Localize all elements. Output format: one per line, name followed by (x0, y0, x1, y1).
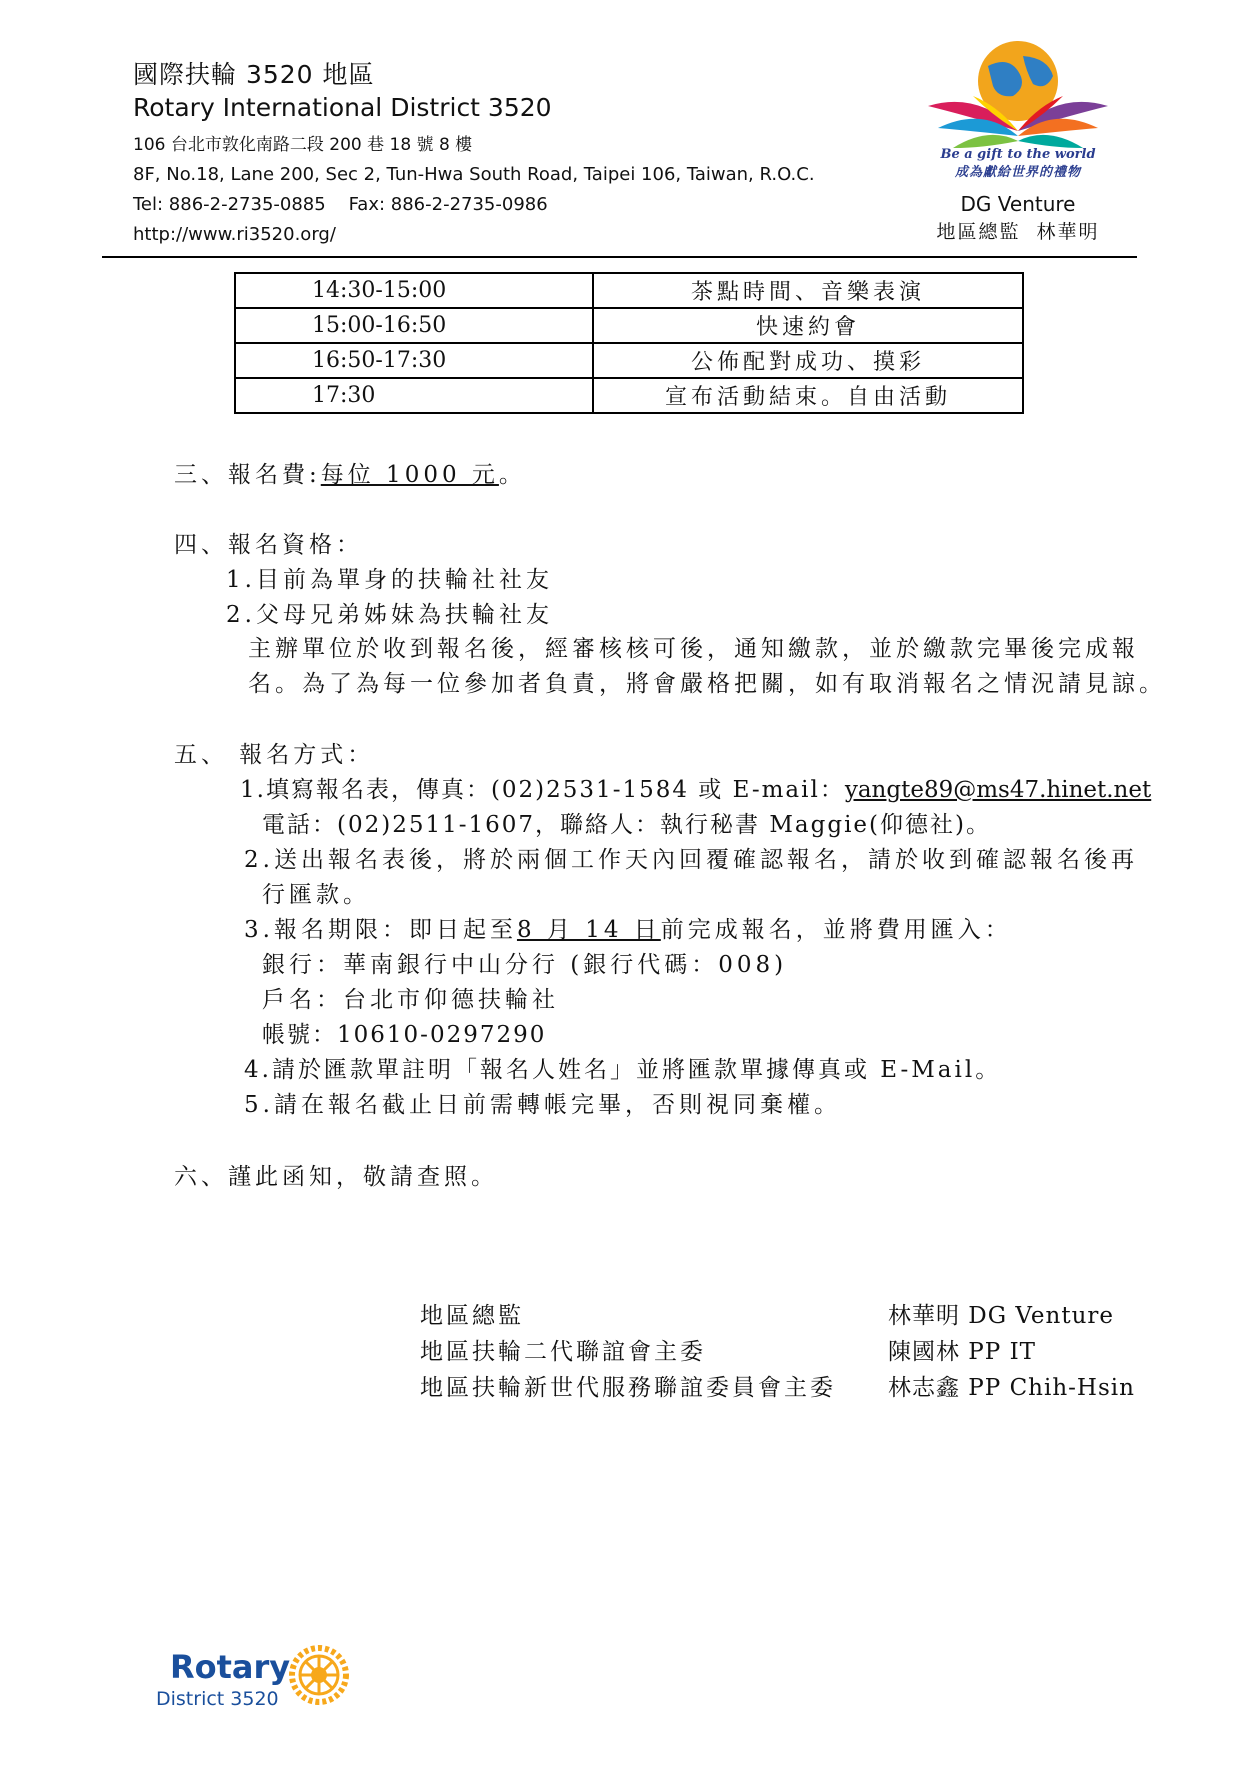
method-contact: 電話：(02)2511-1607，聯絡人：執行秘書 Maggie(仰德社)。 (262, 812, 991, 838)
dg-title: 地區總監 林華明 (936, 221, 1100, 243)
address-zh: 106 台北市敦化南路二段 200 巷 18 號 8 樓 (133, 135, 473, 155)
method-item-2-cont: 行匯款。 (262, 882, 370, 908)
signature-title: 地區扶輪新世代服務聯誼委員會主委 (420, 1375, 836, 1401)
section-eligibility-heading: 四、報名資格： (174, 532, 363, 558)
email-link[interactable]: yangte89@ms47.hinet.net (844, 777, 1152, 803)
rotary-wordmark: Rotary (170, 1648, 291, 1686)
activity-cell: 茶點時間、音樂表演 (593, 273, 1023, 308)
eligibility-item: 2.父母兄弟姊妹為扶輪社友 (226, 602, 553, 628)
deadline-date: 8 月 14 日 (516, 917, 661, 943)
header-divider (102, 256, 1137, 258)
closing-note: 六、謹此函知，敬請查照。 (174, 1164, 498, 1190)
fee-amount: 每位 1000 元 (320, 462, 499, 488)
signature-name: 林華明 DG Venture (888, 1303, 1115, 1329)
dg-name: DG Venture (960, 192, 1076, 216)
signature-titles (420, 1298, 836, 1406)
eligibility-item: 1.目前為單身的扶輪社社友 (226, 567, 553, 593)
tel-fax: Tel: 886-2-2735-0885 Fax: 886-2-2735-0986 (133, 194, 548, 215)
activity-cell: 公佈配對成功、摸彩 (593, 343, 1023, 378)
time-cell: 15:00-16:50 (235, 308, 593, 343)
schedule-table (234, 272, 1024, 414)
section-method-heading: 五、 報名方式： (174, 742, 375, 768)
district-name-zh: 國際扶輪 3520 地區 (133, 60, 375, 89)
signature-names (888, 1298, 1135, 1406)
rotary-district: District 3520 (156, 1688, 279, 1710)
time-cell: 14:30-15:00 (235, 273, 593, 308)
method-item-4: 4.請於匯款單註明「報名人姓名」並將匯款單據傳真或 E-Mail。 (244, 1057, 1002, 1083)
account-name: 戶名：台北市仰德扶輪社 (262, 987, 559, 1013)
rotary-wheel-icon (288, 1644, 350, 1706)
table-row (235, 378, 1023, 413)
eligibility-note: 名。為了為每一位參加者負責，將會嚴格把關，如有取消報名之情況請見諒。 (248, 671, 1166, 697)
address-en: 8F, No.18, Lane 200, Sec 2, Tun-Hwa South Road, Taipei 106, Taiwan, R.O.C. (133, 164, 815, 185)
activity-cell: 宣布活動結束。自由活動 (593, 378, 1023, 413)
method-item-5: 5.請在報名截止日前需轉帳完畢，否則視同棄權。 (244, 1092, 841, 1118)
theme-slogan (918, 146, 1118, 182)
method-item-3: 3.報名期限：即日起至8 月 14 日前完成報名，並將費用匯入： (244, 917, 1012, 943)
signature-title: 地區總監 (420, 1303, 524, 1329)
letterhead (133, 58, 815, 250)
eligibility-note: 主辦單位於收到報名後，經審核核可後，通知繳款，並於繳款完畢後完成報 (248, 636, 1139, 662)
signature-title: 地區扶輪二代聯誼會主委 (420, 1339, 706, 1365)
table-row (235, 308, 1023, 343)
signature-name: 林志鑫 PP Chih-Hsin (888, 1375, 1135, 1401)
method-item-1: 1.填寫報名表，傳真：(02)2531-1584 或 E-mail：yangte89@ms47.hinet.net (240, 777, 1152, 803)
signature-name: 陳國林 PP IT (888, 1339, 1036, 1365)
slogan-en: Be a gift to the world (940, 147, 1096, 162)
slogan-zh: 成為獻給世界的禮物 (954, 165, 1081, 180)
account-number: 帳號：10610-0297290 (262, 1022, 547, 1048)
rotary-footer-logo (156, 1648, 370, 1728)
activity-cell: 快速約會 (593, 308, 1023, 343)
website-link[interactable]: http://www.ri3520.org/ (133, 224, 336, 245)
method-item-2: 2.送出報名表後，將於兩個工作天內回覆確認報名，請於收到確認報名後再 (244, 847, 1138, 873)
district-name-en: Rotary International District 3520 (133, 93, 552, 122)
section-fee: 三、報名費:每位 1000 元。 (174, 462, 526, 488)
table-row (235, 343, 1023, 378)
table-row (235, 273, 1023, 308)
bank-name: 銀行：華南銀行中山分行 (銀行代碼：008) (262, 952, 788, 978)
fee-label: 三、報名費: (174, 462, 321, 488)
time-cell: 16:50-17:30 (235, 343, 593, 378)
district-governor-block (918, 190, 1118, 246)
time-cell: 17:30 (235, 378, 593, 413)
